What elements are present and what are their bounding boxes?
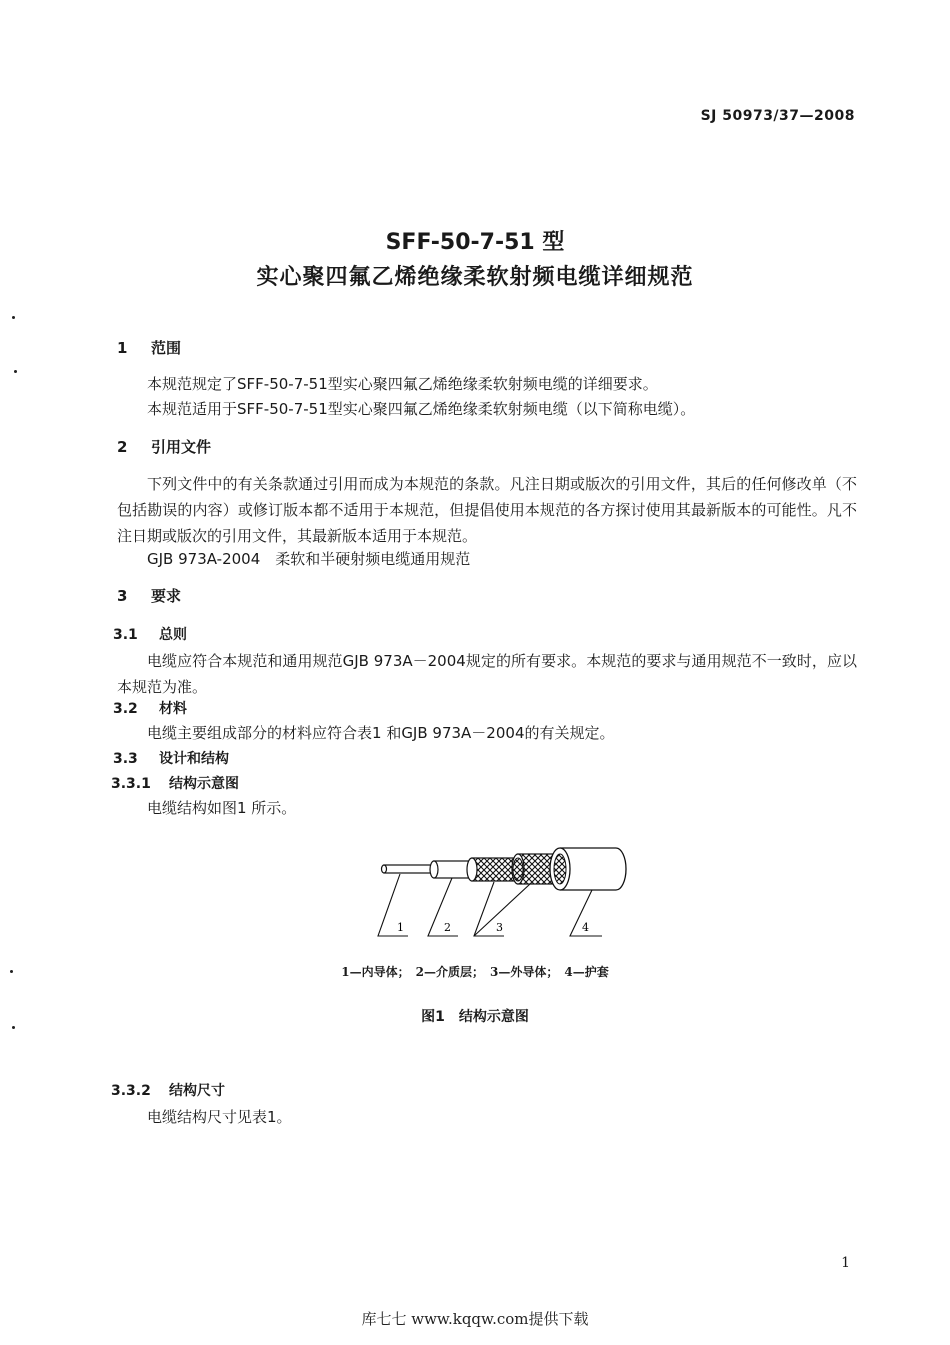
- section-3-heading: 3 要求: [117, 587, 182, 605]
- section-3-1-paragraph: 电缆应符合本规范和通用规范GJB 973A－2004规定的所有要求。本规范的要求与通用规范不一致时，应以本规范为准。: [117, 652, 857, 696]
- section-3-3-heading: 3.3 设计和结构: [113, 751, 229, 767]
- section-3-3-1-paragraph: 电缆结构如图1 所示。: [147, 799, 297, 817]
- scan-speck: [12, 1026, 15, 1029]
- scan-speck: [14, 370, 17, 373]
- figure-legend: 1—内导体； 2—介质层； 3—外导体； 4—护套: [341, 965, 609, 979]
- document-title-model: SFF-50-7-51 型: [385, 230, 565, 255]
- section-1-heading: 1 范围: [117, 339, 182, 357]
- page-number: 1: [841, 1255, 850, 1271]
- callout-1: 1: [397, 921, 404, 934]
- scan-speck: [12, 316, 15, 319]
- section-3-2-heading: 3.2 材料: [113, 701, 187, 717]
- document-title: 实心聚四氟乙烯绝缘柔软射频电缆详细规范: [256, 265, 694, 290]
- standard-code: SJ 50973/37—2008: [700, 108, 855, 124]
- reference-document: GJB 973A-2004 柔软和半硬射频电缆通用规范: [147, 550, 471, 568]
- callout-4: 4: [582, 921, 589, 934]
- section-3-3-1-heading: 3.3.1 结构示意图: [111, 776, 239, 792]
- jacket: [550, 848, 626, 890]
- section-3-3-2-paragraph: 电缆结构尺寸见表1。: [147, 1108, 292, 1126]
- section-3-3-2-heading: 3.3.2 结构尺寸: [111, 1083, 225, 1099]
- callout-2: 2: [444, 921, 451, 934]
- section-1-paragraph-2: 本规范适用于SFF-50-7-51型实心聚四氟乙烯绝缘柔软射频电缆（以下简称电缆）。: [147, 400, 696, 418]
- section-3-2-paragraph: 电缆主要组成部分的材料应符合表1 和GJB 973A－2004的有关规定。: [147, 724, 615, 742]
- cable-structure-diagram: [370, 840, 640, 950]
- download-footer: 库七七 www.kqqw.com提供下载: [361, 1310, 589, 1328]
- section-2-paragraph: 下列文件中的有关条款通过引用而成为本规范的条款。凡注日期或版次的引用文件，其后的任何修改单（不包括勘误的内容）或修订版本都不适用于本规范，但提倡使用本规范的各方探讨使用其最新版本的可能性。凡不注日期或版次的引用文件，其最新版本适用于本规范。: [117, 475, 857, 545]
- section-3-1-heading: 3.1 总则: [113, 627, 187, 643]
- figure-caption: 图1 结构示意图: [421, 1009, 529, 1025]
- inner-conductor: [382, 865, 437, 873]
- section-1-paragraph-1: 本规范规定了SFF-50-7-51型实心聚四氟乙烯绝缘柔软射频电缆的详细要求。: [147, 375, 658, 393]
- section-2-heading: 2 引用文件: [117, 438, 212, 456]
- callout-3: 3: [496, 921, 503, 934]
